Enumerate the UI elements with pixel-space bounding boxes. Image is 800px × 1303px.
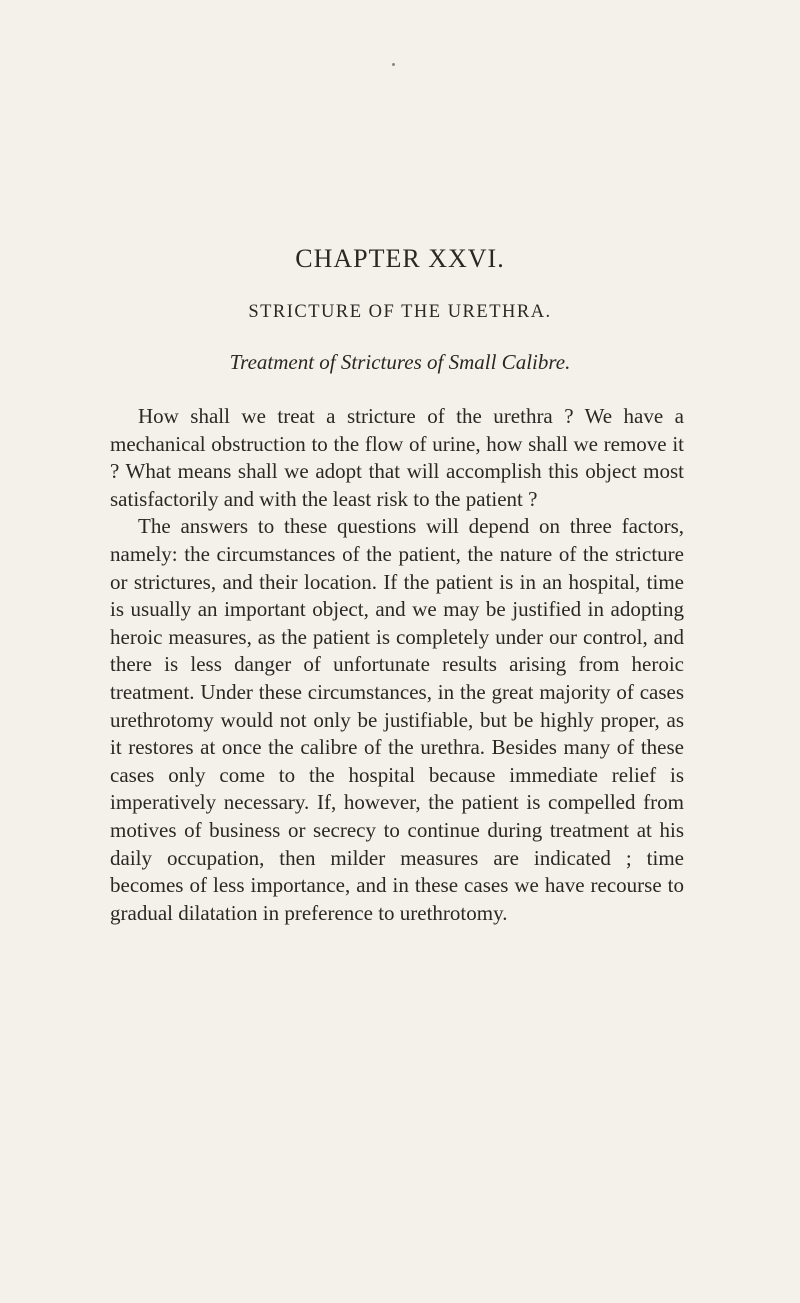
page-speck	[392, 63, 395, 66]
chapter-title: STRICTURE OF THE URETHRA.	[248, 302, 552, 322]
section-subtitle: Treatment of Strictures of Small Calibre.	[229, 350, 571, 374]
body-text	[110, 403, 684, 927]
paragraph: The answers to these questions will depend on three factors, namely: the circumstances of the patient, the nature of the stricture or strictures, and their location. If the patient is in an hospital, time is usually an important object, and we may be justified in adopting heroic measures, as the patient is completely under our control, and there is less danger of unfortunate results arising from heroic treatment. Under these circumstances, in the great majority of cases urethrotomy would not only be justifiable, but be highly proper, as it restores at once the calibre of the urethra. Besides many of these cases only come to the hospital because immediate relief is imperatively necessary. If, however, the patient is compelled from motives of business or secrecy to continue during treatment at his daily occupation, then milder measures are indicated ; time becomes of less importance, and in these cases we have recourse to gradual dilatation in preference to urethrotomy.	[110, 514, 684, 925]
paragraph: How shall we treat a stricture of the urethra ? We have a mechanical obstruction to the flow of urine, how shall we remove it ? What means shall we adopt that will accomplish this object most satisfactorily and with the least risk to the patient ?	[110, 404, 684, 511]
chapter-heading: CHAPTER XXVI.	[295, 244, 505, 273]
